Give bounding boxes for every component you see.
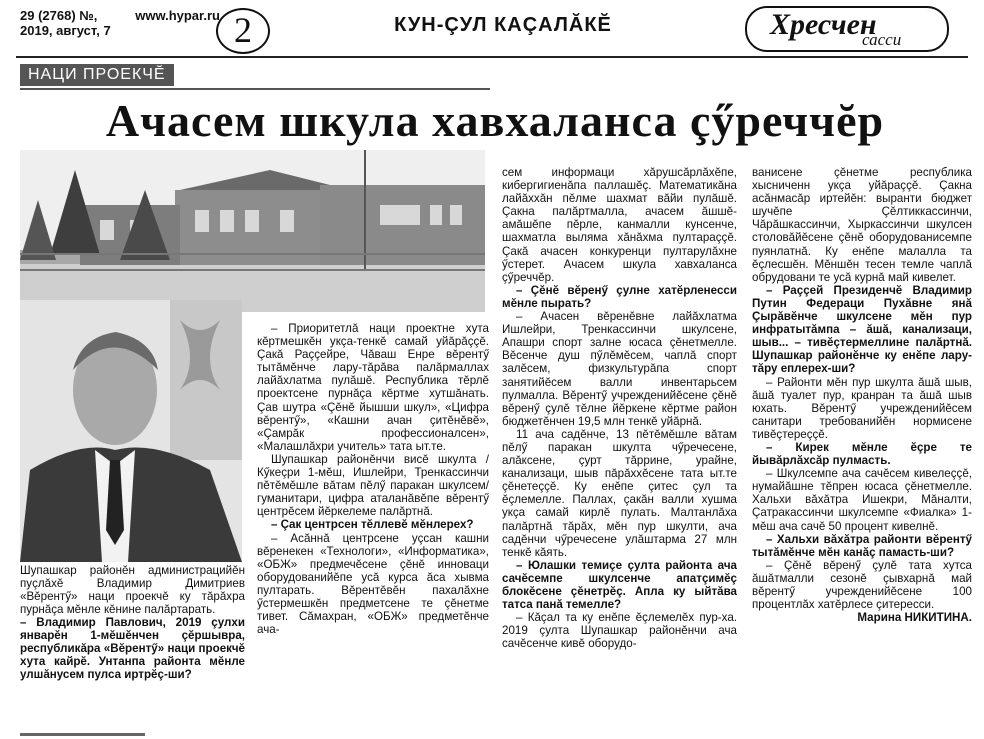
author-byline: Марина НИКИТИНА. xyxy=(857,611,972,625)
question-paragraph: – Çĕнĕ вĕренӳ çулне хатĕрленесси мĕнле пырать? xyxy=(502,283,737,310)
footer-rule xyxy=(20,733,145,736)
paragraph: 11 ача садĕнче, 13 пĕтĕмĕшле вăтам пĕлӳ паракан шкулта чӳречесене, алăксене, çурт тăррине, урайне, канализаци, шыв пăрăххĕсене тата ыт.те çĕнетеççĕ. Ку енĕпе çитес çул та ĕçлемелле. Паллах, çакăн валли хушма укçа самай кирлĕ пулать. Малтанлăха палăртнă тăрăх, мĕн пур шкулти, ача садĕнчи чӳречесене улăштарма 27 млн тенкĕ кăять. xyxy=(502,427,737,559)
question-paragraph: – Юлашки темиçе çулта районта ача сачĕсемпе шкулсенче апатçимĕç блокĕсене çĕнетрĕç. Апла ку ыйтăва татса панă темелле? xyxy=(502,558,737,612)
rubric-underline xyxy=(20,88,490,90)
site-url: www.hypar.ru xyxy=(135,8,220,23)
paragraph: – Районти мĕн пур шкулта ăшă шыв, ăшă туалет пур, кранран та ăшă шыв юхать. Вĕрентӳ учрежденийĕсем санитари требованийĕн нормисене тивĕçтереççĕ. xyxy=(752,375,972,441)
caption-question: – Владимир Павлович, 2019 çулхи январĕн 1-мĕшĕнчен çĕршывра, республикăра «Вĕрентӳ» наци проекчĕ хута кайрĕ. Унтанпа районта мĕнле улшăнусем пулса иртрĕç-ши? xyxy=(20,616,245,681)
issue-info xyxy=(20,8,220,38)
article-headline: Ачасем шкула хавхаланса çӳреччĕр xyxy=(105,95,885,146)
paragraph: – Шкулсемпе ача сачĕсем кивелеççĕ, нумайăшне тĕпрен юсаса çĕнетмелле. Хальхи вăхăтра Ишекри, Мăналти, Çатракассинчи шкулсемпе «Фиалка» 1-мĕш ача сачĕ 50 процент кивелнĕ. xyxy=(752,467,972,533)
school-building-illustration xyxy=(20,150,485,312)
question-paragraph: – Раççей Президенчĕ Владимир Путин Федераци Пухăвне янă Çырăвĕнче шкулсене мĕн пур инфратытăмпа – ăшă, канализаци, шыв... – тивĕçтермеллине палăртнă. Шупашкар районĕнче ку енĕпе лару-тăру еплерех-ши? xyxy=(752,283,972,376)
article-column-3 xyxy=(502,166,737,650)
question-paragraph: – Хальхи вăхăтра районти вĕрентӳ тытăмĕнче мĕн канăç памасть-ши? xyxy=(752,532,972,559)
question-paragraph: – Кирек мĕнле ĕçре те йывăрлăхсăр пулмасть. xyxy=(752,440,972,468)
paragraph: ванисене çĕнетме республика хысниченн укçа уйăраççĕ. Çакна асăнмасăр иртейĕн: выранти бюджет шучĕпе Çĕлтиккассинчи, Чăрăшкассинчи, Хыркассинчи шкулсен столовăйĕсене çĕнĕ оборудованисемпе пуянлатнă. Ку енĕпе малалла та ĕçлесшĕн. Мĕншĕн тесен темле чаплă обрудовани те усă курнă май кивелет. xyxy=(752,166,972,284)
school-building-photo xyxy=(20,150,485,312)
issue-date: 2019, август, 7 xyxy=(20,23,111,38)
question-paragraph: – Çак центрсен тĕллевĕ мĕнлерех? xyxy=(271,518,474,532)
article-column-2 xyxy=(257,322,489,636)
portrait-photo xyxy=(20,300,242,562)
paragraph: – Приоритетлă наци проектне хута кĕртмешкĕн укçа-тенкĕ самай уйăрăççĕ. Çакă Раççейре, Чăваш Енре вĕрентӳ тытăмĕнче лару-тăрăва палăрмаллах лайăхлатма пулăшĕ. Республика тĕрлĕ проектсене пурнăçа кĕртме хутшăнать. Çав шутра «Çĕнĕ йышши шкул», «Цифра вĕрентӳ», «Кашни ачан çитĕнĕвĕ», «Çамрăк профессионалсен», «Малашлăхри учитель» тата ыт.те. xyxy=(257,322,489,453)
paragraph: – Ачасен вĕренĕвне лайăхлатма Ишлейри, Тренкассинчи шкулсене, Апашри спорт залне юсаса çĕнетмелле. Вĕсенче душ пӳлĕмĕсем, чаплă спорт залĕсем, физкультурăпа спорт занятийĕсем валли инвентарьсем пулмалла. Вĕрентӳ учрежденийĕсене çĕнĕ вĕренӳ çулĕ тĕлне йĕркене кĕртме район бюджетĕнчен 19,5 млн тенкĕ уйăрнă. xyxy=(502,310,737,428)
portrait-illustration xyxy=(20,300,242,562)
photo-caption xyxy=(20,564,245,681)
logo-sub-text: сасси xyxy=(862,30,902,49)
article-column-4 xyxy=(752,166,972,624)
paragraph: – Кăçал та ку енĕпе ĕçлемелĕх пур-ха. 2019 çулта Шупашкар районĕнчи ача сачĕсенче кивĕ оборудо- xyxy=(502,611,737,651)
issue-number: 29 (2768) №, xyxy=(20,8,98,23)
logo-main-text: Хресчен xyxy=(770,8,877,41)
paragraph: – Çĕнĕ вĕренӳ çулĕ тата хутса ăшăтмалли сезонĕ çывхарнă май вĕрентӳ учрежденийĕсене 100 процентлăх хатĕрлесе çитересси. xyxy=(752,558,972,612)
page-number: 2 xyxy=(216,8,270,54)
caption-text: Шупашкар районĕн администрацийĕн пуçлăхĕ Владимир Димитриев «Вĕрентӳ» наци проекчĕ ку тăрăхра пурнăçа мĕнле кĕнине палăртарать. xyxy=(20,564,245,616)
rubric-label: НАЦИ ПРОЕКЧĔ xyxy=(20,64,174,86)
paragraph: сем информаци хăрушсăрлăхĕпе, кибергигиенăпа паллашĕç. Математикăна лайăххăн пĕлме шахмат вăйи пулăшĕ. Çакна палăртмалла, ачасем ăшшĕ-амăшĕпе пĕрле, канмалли кунсенче, шахматла выляма хăнăхма пултараççĕ. Çакă ачасен конкуренци пултарулăхне ӳстерет. Ачасем шкула хавхаланса çӳреччĕр. xyxy=(502,166,737,284)
section-title: КУН-ÇУЛ КАÇАЛĂКĔ xyxy=(394,14,612,36)
paragraph: Шупашкар районĕнчи висĕ шкулта /Кӳкеçри 1-мĕш, Ишлейри, Тренкассинчи пĕтĕмĕшле вăтам пĕлӳ паракан шкулсем/ гуманитари, цифра аталанăвĕпе вĕрентӳ центрĕсем йĕркелеме палăртнă. xyxy=(257,452,489,519)
paragraph: – Асăннă центрсене уçсан кашни вĕренекен «Технологи», «Информатика», «ОБЖ» предмечĕсене çĕнĕ инноваци оборудованийĕпе усă курса ăса хывма пултарать. Вĕрентĕвĕн пахалăхне ӳстермешкĕн предметсене те çĕнетме тивет. Сăмахран, «ОБЖ» предметĕнче ача- xyxy=(257,531,489,637)
